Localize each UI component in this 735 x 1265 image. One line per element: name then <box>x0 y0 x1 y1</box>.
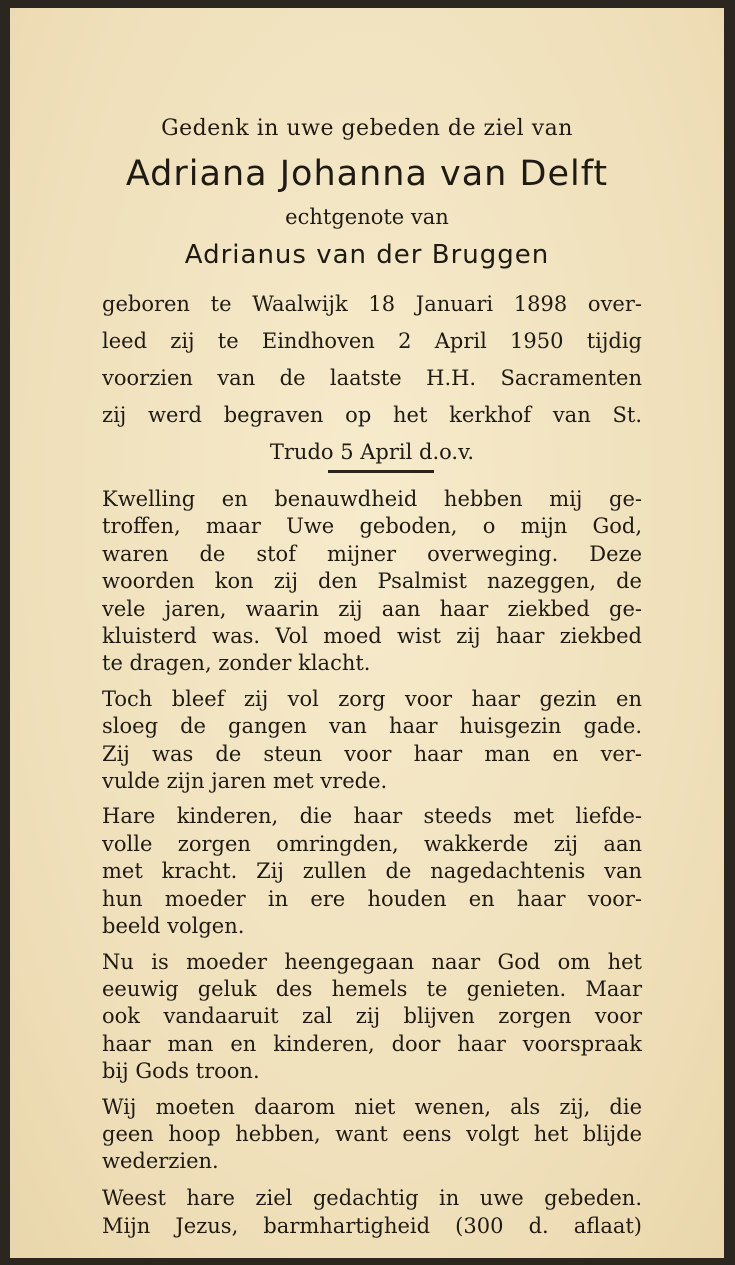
biography-line: Trudo 5 April d.o.v. <box>269 440 475 464</box>
paragraph-line: wederzien. <box>102 1149 219 1174</box>
biography <box>102 286 642 471</box>
paragraph <box>102 803 642 940</box>
paragraph-line: vulde zijn jaren met vrede. <box>102 769 388 794</box>
paragraph-line: Kwelling en benauwdheid hebben mij ge- <box>102 487 642 511</box>
spouse-name: Adrianus van der Bruggen <box>184 240 550 270</box>
memorial-card <box>10 8 724 1258</box>
paragraph-line: bij Gods troon. <box>102 1059 260 1084</box>
intro-text: Gedenk in uwe gebeden de ziel van <box>161 116 573 141</box>
paragraph-line: waren de stof mijner overweging. Deze <box>102 541 642 566</box>
paragraph-line: hun moeder in ere houden en haar voor- <box>102 886 642 911</box>
paragraph-line: met kracht. Zij zullen de nagedachtenis van <box>102 859 642 884</box>
biography-line: leed zij te Eindhoven 2 April 1950 tijdig <box>102 329 642 353</box>
paragraph <box>102 1094 642 1176</box>
paragraph-line: haar man en kinderen, door haar voorspraak <box>102 1031 642 1056</box>
biography-line: zij werd begraven op het kerkhof van St. <box>102 403 642 427</box>
paragraph-line: kluisterd was. Vol moed wist zij haar ziekbed <box>102 624 642 649</box>
divider-rule <box>328 470 434 473</box>
paragraph-line: eeuwig geluk des hemels te genieten. Maar <box>102 976 642 1001</box>
paragraph-line: Zij was de steun voor haar man en ver- <box>102 741 642 766</box>
paragraph-line: Toch bleef zij vol zorg voor haar gezin en <box>102 686 642 711</box>
paragraph <box>102 686 642 796</box>
paragraph <box>102 949 642 1086</box>
paragraph-line: Weest hare ziel gedachtig in uwe gebeden. <box>102 1185 642 1210</box>
deceased-name: Adriana Johanna van Delft <box>125 154 609 194</box>
paragraph-line: ook vandaaruit zal zij blijven zorgen voor <box>102 1004 642 1029</box>
spouse-label: echtgenote van <box>285 205 449 229</box>
paragraph-line: sloeg de gangen van haar huisgezin gade. <box>102 714 642 739</box>
paragraph-line: te dragen, zonder klacht. <box>102 651 371 676</box>
biography-line: geboren te Waalwijk 18 Januari 1898 over- <box>102 292 642 316</box>
paragraph-line: woorden kon zij den Psalmist nazeggen, de <box>102 569 642 594</box>
biography-line: voorzien van de laatste H.H. Sacramenten <box>102 366 642 390</box>
paragraph-line: Nu is moeder heengegaan naar God om het <box>102 949 642 974</box>
card-header <box>10 112 724 276</box>
paragraph-line: Wij moeten daarom niet wenen, als zij, die <box>102 1094 642 1119</box>
paragraph-line: troffen, maar Uwe geboden, o mijn God, <box>102 514 642 539</box>
card-body <box>102 486 642 1248</box>
paragraph-line: geen hoop hebben, want eens volgt het blijde <box>102 1121 642 1146</box>
paragraph <box>102 1184 642 1240</box>
paragraph-line: Mijn Jezus, barmhartigheid (300 d. aflaat) <box>102 1213 642 1238</box>
paragraph <box>102 486 642 678</box>
paragraph-line: vele jaren, waarin zij aan haar ziekbed ge- <box>102 596 642 621</box>
paragraph-line: Hare kinderen, die haar steeds met liefde- <box>102 804 642 829</box>
paragraph-line: beeld volgen. <box>102 914 245 939</box>
paragraph-line: volle zorgen omringden, wakkerde zij aan <box>102 831 642 856</box>
